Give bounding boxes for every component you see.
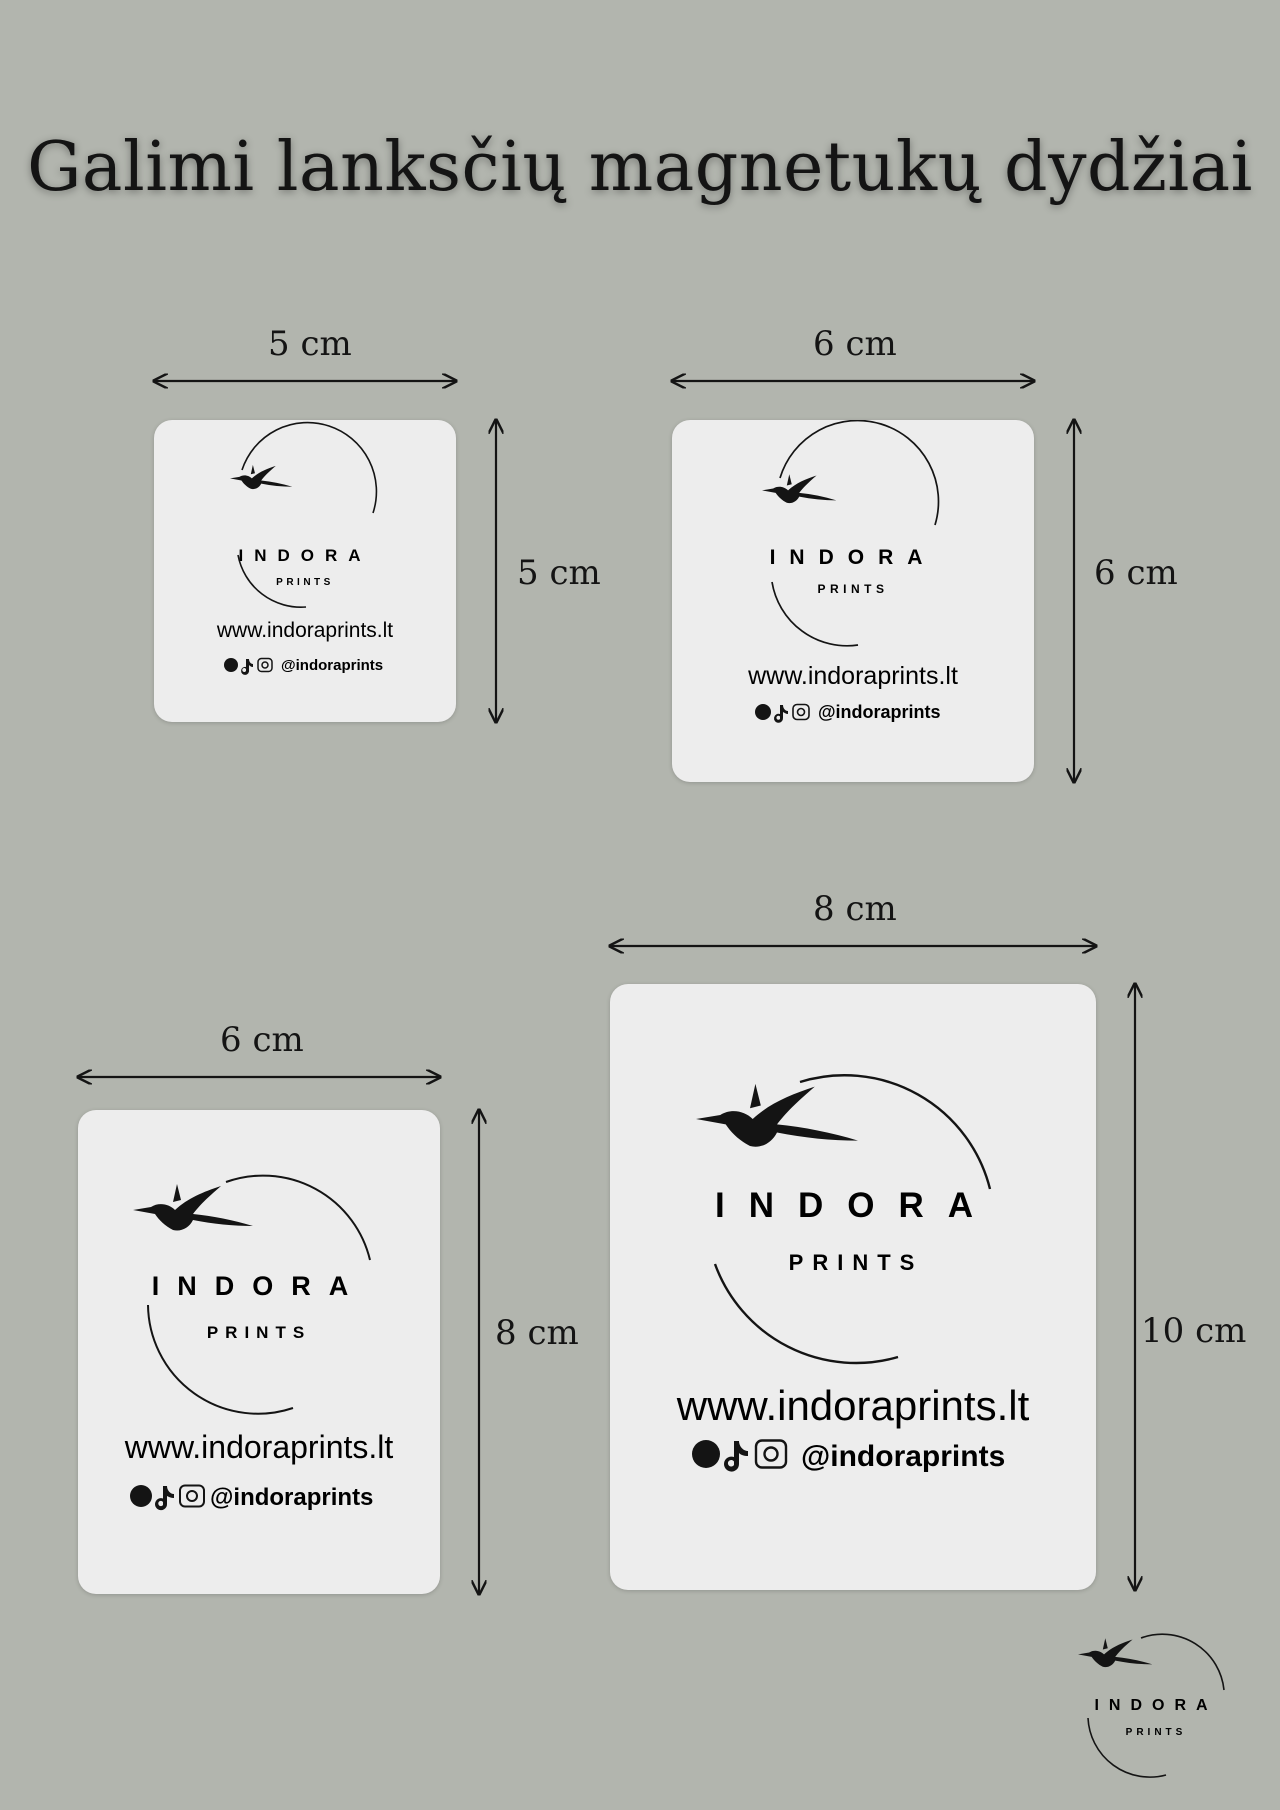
facebook-icon: [130, 1485, 152, 1507]
social-handle: @indoraprints: [801, 1440, 1006, 1473]
logo-circle-arc: [226, 1176, 370, 1260]
social-icons: [692, 1440, 786, 1472]
website-text: www.indoraprints.lt: [124, 1429, 394, 1465]
logo-circle-arc: [1141, 1634, 1224, 1690]
hummingbird-icon: [762, 474, 836, 503]
page-title: Galimi lanksčių magnetukų dydžiai: [27, 128, 1253, 207]
brand-sub: PRINTS: [817, 582, 889, 596]
brand-logo: [230, 423, 376, 608]
logo-circle-arc: [242, 423, 376, 513]
height-label-8x10: 10 cm: [1141, 1311, 1247, 1351]
social-handle: @indoraprints: [281, 657, 384, 674]
facebook-icon: [224, 658, 238, 672]
brand-logo: [762, 421, 938, 646]
width-label-6x6: 6 cm: [813, 324, 897, 364]
website-text: www.indoraprints.lt: [216, 619, 394, 642]
instagram-icon: [180, 1486, 204, 1507]
website-text: www.indoraprints.lt: [676, 1382, 1030, 1429]
logo-circle-arc: [780, 421, 938, 525]
width-label-8x10: 8 cm: [813, 889, 897, 929]
tiktok-icon: [774, 705, 788, 723]
social-icons: [130, 1485, 204, 1510]
height-label-6x8: 8 cm: [495, 1313, 579, 1353]
facebook-icon: [755, 704, 771, 720]
social-icons: [755, 704, 809, 723]
logo-circle-arc: [800, 1075, 990, 1189]
width-label-5x5: 5 cm: [268, 324, 352, 364]
brand-sub: PRINTS: [206, 1323, 312, 1342]
facebook-icon: [692, 1440, 720, 1468]
magnet-card-5x5: [154, 420, 456, 722]
tiktok-icon: [241, 659, 253, 675]
magnet-card-6x8: [78, 1110, 440, 1594]
social-handle: @indoraprints: [818, 702, 941, 722]
brand-name: INDORA: [714, 1186, 998, 1225]
magnet-card-8x10: [610, 984, 1096, 1590]
magnet-card-6x6: [672, 420, 1034, 782]
brand-logo: [133, 1176, 370, 1414]
width-label-6x8: 6 cm: [220, 1020, 304, 1060]
social-icons: [224, 658, 272, 675]
tiktok-icon: [155, 1486, 174, 1510]
brand-name: INDORA: [238, 546, 372, 565]
brand-name: INDORA: [151, 1271, 367, 1301]
hummingbird-icon: [1078, 1638, 1152, 1667]
brand-logo: [696, 1075, 997, 1363]
height-label-5x5: 5 cm: [517, 553, 601, 593]
social-handle: @indoraprints: [210, 1484, 374, 1511]
brand-sub: PRINTS: [276, 577, 334, 588]
tiktok-icon: [724, 1441, 748, 1472]
instagram-icon: [756, 1441, 786, 1468]
instagram-icon: [258, 659, 272, 672]
hummingbird-icon: [230, 465, 292, 489]
brand-sub: PRINTS: [788, 1250, 924, 1275]
brand-name: INDORA: [1094, 1697, 1218, 1714]
brand-sub: PRINTS: [1125, 1727, 1187, 1738]
hummingbird-icon: [696, 1084, 858, 1147]
brand-name: INDORA: [769, 546, 937, 569]
hummingbird-icon: [133, 1184, 253, 1231]
height-label-6x6: 6 cm: [1094, 553, 1178, 593]
corner-brand-logo: [1066, 1630, 1246, 1780]
instagram-icon: [793, 705, 809, 720]
website-text: www.indoraprints.lt: [748, 662, 958, 690]
